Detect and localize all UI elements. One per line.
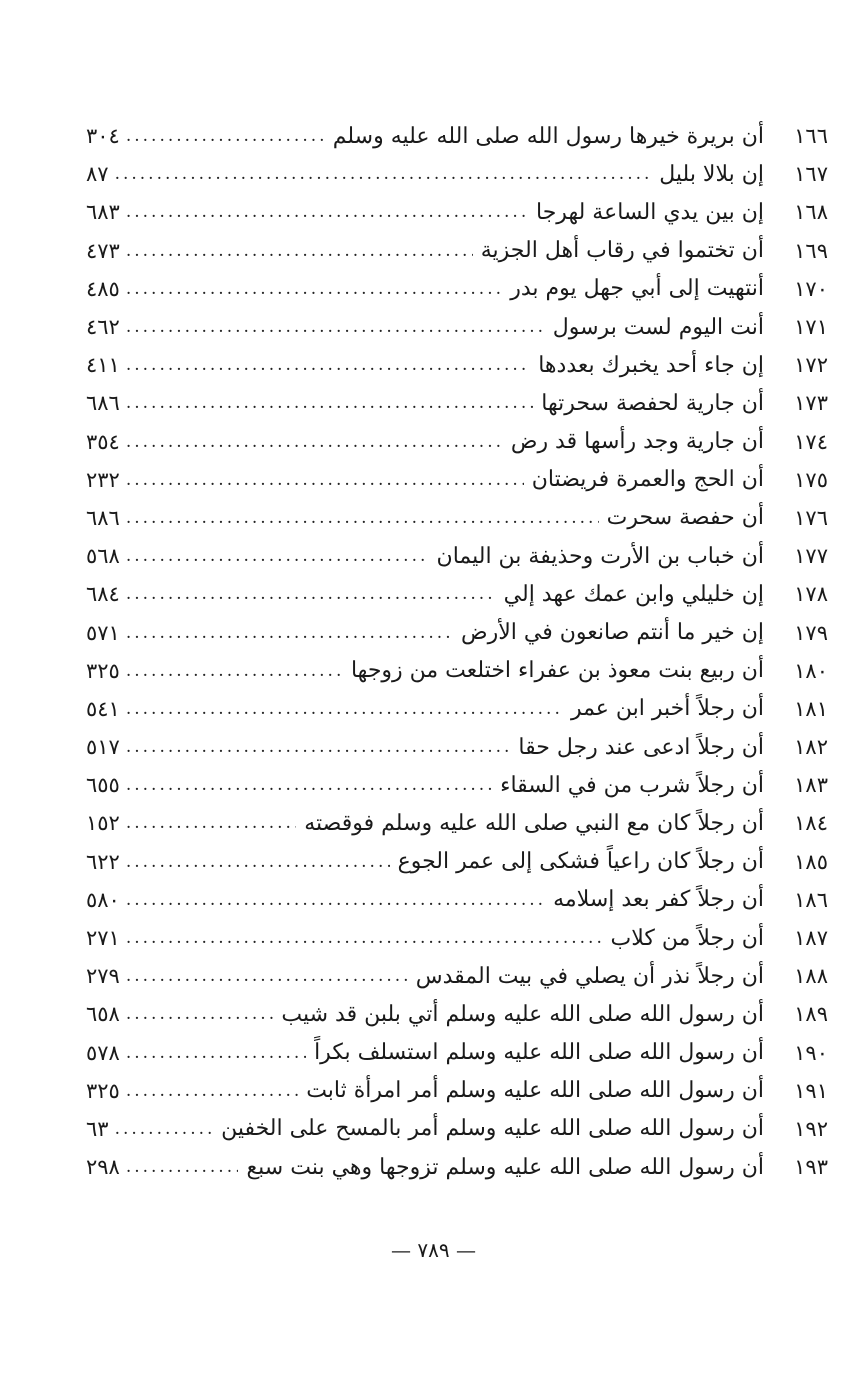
dot-leader — [126, 852, 390, 872]
page-reference: ١٥٢ — [86, 811, 120, 836]
entry-number: ١٧٥ — [794, 467, 828, 492]
dot-leader — [126, 737, 511, 757]
index-entry — [86, 384, 828, 422]
index-entry — [86, 843, 828, 881]
entry-number: ١٩٠ — [794, 1040, 828, 1065]
index-entry — [86, 346, 828, 384]
page-reference: ٤٧٣ — [86, 238, 120, 263]
hadith-incipit: أن ربيع بنت معوذ بن عفراء اختلعت من زوجها — [350, 658, 764, 684]
page-reference: ٣٢٥ — [86, 658, 120, 683]
entry-number: ١٧٨ — [794, 582, 828, 607]
dot-leader — [126, 890, 545, 910]
index-entry — [86, 804, 828, 842]
dot-leader — [126, 1043, 306, 1063]
dot-leader — [115, 1119, 214, 1139]
index-entry — [86, 728, 828, 766]
dot-leader — [126, 1004, 274, 1024]
hadith-incipit: أن خباب بن الأرت وحذيفة بن اليمان — [436, 543, 764, 569]
entry-number: ١٦٩ — [794, 238, 828, 263]
entry-number: ١٩٣ — [794, 1155, 828, 1180]
hadith-incipit: إن بين يدي الساعة لهرجا — [536, 199, 764, 225]
dot-leader — [126, 355, 530, 375]
index-entry — [86, 1072, 828, 1110]
dot-leader — [126, 1157, 239, 1177]
hadith-incipit: أن رسول الله صلى الله عليه وسلم أمر امرأة ثابت — [306, 1078, 764, 1104]
hadith-incipit: أن رجلاً شرب من في السقاء — [500, 772, 764, 798]
dot-leader — [126, 432, 503, 452]
dot-leader — [126, 661, 343, 681]
entry-number: ١٦٦ — [794, 124, 828, 149]
hadith-incipit: إن جاء أحد يخبرك بعددها — [538, 352, 764, 378]
hadith-incipit: إن خليلي وابن عمك عهد إلي — [503, 581, 764, 607]
entry-number: ١٩٢ — [794, 1116, 828, 1141]
hadith-incipit: أنتهيت إلى أبي جهل يوم بدر — [510, 276, 764, 302]
hadith-incipit: أن رسول الله صلى الله عليه وسلم أتي بلبن قد شيب — [281, 1001, 764, 1027]
dot-leader — [126, 126, 325, 146]
page-reference: ٤١١ — [86, 353, 120, 378]
hadith-incipit: أن رجلاً كفر بعد إسلامه — [553, 887, 764, 913]
hadith-incipit: أن رسول الله صلى الله عليه وسلم تزوجها وهي بنت سبع — [246, 1154, 764, 1180]
hadith-incipit: أن جارية وجد رأسها قد رض — [510, 429, 764, 455]
page-reference: ٦٨٦ — [86, 391, 120, 416]
hadith-incipit: أن رسول الله صلى الله عليه وسلم استسلف بكراً — [314, 1040, 764, 1066]
hadith-incipit: أن بريرة خيرها رسول الله صلى الله عليه وسلم — [332, 123, 764, 149]
index-entry — [86, 1110, 828, 1148]
entry-number: ١٨٧ — [794, 926, 828, 951]
index-entry — [86, 957, 828, 995]
index-entry — [86, 461, 828, 499]
dot-leader — [126, 813, 296, 833]
page-number: — ٧٨٩ — — [391, 1238, 476, 1262]
index-entry — [86, 423, 828, 461]
hadith-incipit: أن رجلاً أخبر ابن عمر — [570, 696, 764, 722]
dot-leader — [126, 279, 502, 299]
page-reference: ٥٨٠ — [86, 887, 120, 912]
entry-number: ١٦٧ — [794, 162, 828, 187]
page-reference: ٦٢٢ — [86, 849, 120, 874]
page-reference: ٢٣٢ — [86, 467, 120, 492]
index-entry — [86, 690, 828, 728]
page-reference: ٣٢٥ — [86, 1078, 120, 1103]
entry-number: ١٧٧ — [794, 544, 828, 569]
entry-number: ١٧١ — [794, 315, 828, 340]
index-entry — [86, 308, 828, 346]
entry-number: ١٨٩ — [794, 1002, 828, 1027]
index-entry — [86, 613, 828, 651]
page-reference: ٦٨٦ — [86, 505, 120, 530]
entry-number: ١٨٥ — [794, 849, 828, 874]
index-entry — [86, 766, 828, 804]
index-entry — [86, 537, 828, 575]
entry-number: ١٨٢ — [794, 735, 828, 760]
index-entry — [86, 881, 828, 919]
entry-number: ١٧٦ — [794, 505, 828, 530]
page-reference: ٤٦٢ — [86, 315, 120, 340]
dot-leader — [126, 470, 524, 490]
hadith-incipit: أنت اليوم لست برسول — [552, 314, 764, 340]
page-reference: ٢٧٩ — [86, 964, 120, 989]
index-entry — [86, 193, 828, 231]
dot-leader — [126, 584, 496, 604]
page-reference: ٨٧ — [86, 162, 109, 187]
entry-number: ١٦٨ — [794, 200, 828, 225]
page-reference: ٥١٧ — [86, 735, 120, 760]
hadith-incipit: أن تختموا في رقاب أهل الجزية — [480, 238, 764, 264]
page-reference: ٣٠٤ — [86, 124, 120, 149]
page-reference: ٥٤١ — [86, 696, 120, 721]
page-reference: ٦٥٨ — [86, 1002, 120, 1027]
hadith-incipit: أن رجلاً ادعى عند رجل حقا — [518, 734, 764, 760]
dot-leader — [126, 966, 408, 986]
index-entry — [86, 919, 828, 957]
entry-number: ١٨١ — [794, 696, 828, 721]
page-reference: ٥٧٨ — [86, 1040, 120, 1065]
page-reference: ٦٣ — [86, 1116, 109, 1141]
entry-number: ١٧٩ — [794, 620, 828, 645]
entry-number: ١٧٢ — [794, 353, 828, 378]
page-reference: ٤٨٥ — [86, 276, 120, 301]
hadith-incipit: أن جارية لحفصة سحرتها — [541, 390, 764, 416]
hadith-incipit: أن الحج والعمرة فريضتان — [531, 467, 764, 493]
dot-leader — [115, 164, 652, 184]
entry-number: ١٧٠ — [794, 276, 828, 301]
index-entry — [86, 232, 828, 270]
index-entry — [86, 117, 828, 155]
hadith-incipit: إن خير ما أنتم صانعون في الأرض — [461, 620, 764, 646]
dot-leader — [126, 241, 473, 261]
dot-leader — [126, 775, 492, 795]
dot-leader — [126, 202, 528, 222]
dot-leader — [126, 317, 545, 337]
hadith-incipit: أن رسول الله صلى الله عليه وسلم أمر بالمسح على الخفين — [221, 1116, 764, 1142]
dot-leader — [126, 1081, 298, 1101]
entry-number: ١٩١ — [794, 1078, 828, 1103]
entry-number: ١٨٣ — [794, 773, 828, 798]
dot-leader — [126, 928, 603, 948]
dot-leader — [126, 508, 599, 528]
hadith-incipit: أن رجلاً كان راعياً فشكى إلى عمر الجوع — [397, 849, 764, 875]
entry-number: ١٨٠ — [794, 658, 828, 683]
dot-leader — [126, 546, 429, 566]
dot-leader — [126, 623, 453, 643]
page-reference: ٢٧١ — [86, 926, 120, 951]
page-reference: ٦٨٣ — [86, 200, 120, 225]
page-reference: ٦٥٥ — [86, 773, 120, 798]
hadith-incipit: أن حفصة سحرت — [606, 505, 764, 531]
dot-leader — [126, 393, 533, 413]
hadith-incipit: أن رجلاً كان مع النبي صلى الله عليه وسلم فوقصته — [304, 810, 764, 836]
index-entry — [86, 499, 828, 537]
hadith-incipit: إن بلالا بليل — [659, 161, 764, 187]
page-reference: ٦٨٤ — [86, 582, 120, 607]
entry-number: ١٨٨ — [794, 964, 828, 989]
hadith-incipit: أن رجلاً نذر أن يصلي في بيت المقدس — [415, 963, 764, 989]
dot-leader — [126, 699, 563, 719]
page-reference: ٥٧١ — [86, 620, 120, 645]
entry-number: ١٨٦ — [794, 887, 828, 912]
entry-number: ١٨٤ — [794, 811, 828, 836]
hadith-incipit: أن رجلاً من كلاب — [610, 925, 764, 951]
page-reference: ٣٥٤ — [86, 429, 120, 454]
page-reference: ٢٩٨ — [86, 1155, 120, 1180]
index-entry — [86, 652, 828, 690]
index-entry — [86, 155, 828, 193]
hadith-index-list — [86, 117, 828, 1186]
entry-number: ١٧٣ — [794, 391, 828, 416]
index-entry — [86, 1148, 828, 1186]
entry-number: ١٧٤ — [794, 429, 828, 454]
index-entry — [86, 995, 828, 1033]
index-entry — [86, 270, 828, 308]
index-entry — [86, 575, 828, 613]
index-entry — [86, 1034, 828, 1072]
page-reference: ٥٦٨ — [86, 544, 120, 569]
